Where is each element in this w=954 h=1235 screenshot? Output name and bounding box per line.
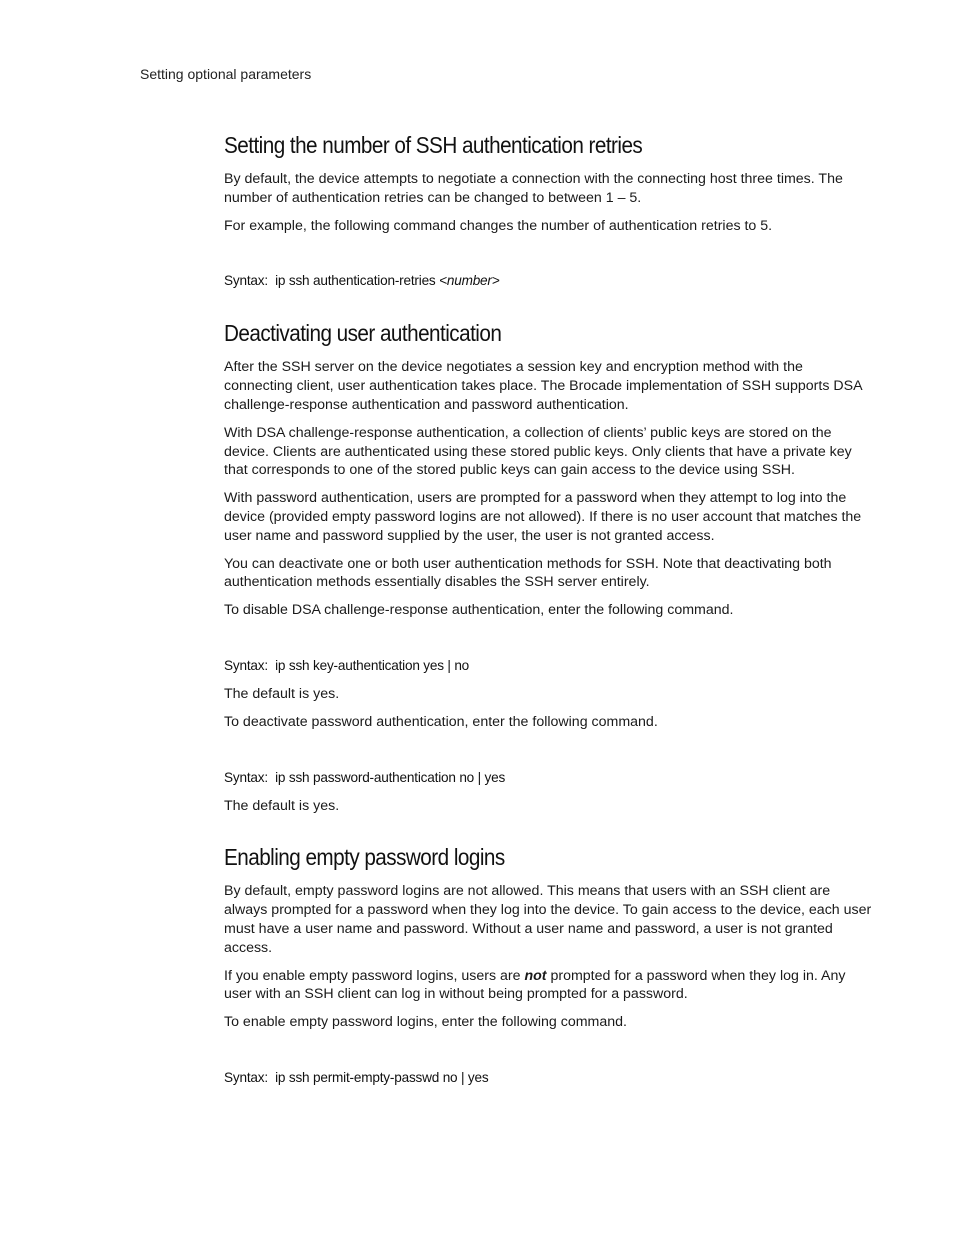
- paragraph-password-auth: With password authentication, users are prompted for a password when they attempt to log into the device (provided empty password logins are not allowed). If there is no user account that matches the user name and password supplied by the user, the user is not granted access.: [224, 490, 862, 544]
- section-gap: [224, 300, 874, 318]
- emphasis-not: not: [524, 967, 547, 984]
- command-example-gap: [224, 741, 874, 769]
- syntax-password-authentication: [224, 769, 874, 787]
- syntax-command: ip ssh password-authentication no | yes: [275, 769, 506, 785]
- syntax-argument: <number>: [439, 273, 500, 289]
- syntax-command: ip ssh permit-empty-passwd no | yes: [275, 1069, 489, 1085]
- paragraph-retries-intro: By default, the device attempts to negotiate a connection with the connecting host three times. The number of authentication retries can be changed to between 1 – 5.: [224, 171, 843, 206]
- running-header: Setting optional parameters: [140, 66, 312, 82]
- default-value: yes: [313, 685, 336, 702]
- syntax-label: Syntax:: [224, 657, 268, 673]
- syntax-label: Syntax:: [224, 769, 268, 785]
- command-example-gap: [224, 244, 874, 272]
- syntax-key-authentication: [224, 657, 874, 675]
- syntax-label: Syntax:: [224, 273, 268, 289]
- paragraph-empty-password-effect: [224, 967, 874, 1005]
- text-suffix: prompted for a password when they log in. Any user with an SSH client can log in without being prompted for a password.: [224, 967, 846, 1003]
- syntax-permit-empty-passwd: [224, 1069, 874, 1087]
- heading-deactivating-user-authentication: Deactivating user authentication: [224, 320, 502, 347]
- paragraph-disable-dsa: To disable DSA challenge-response authentication, enter the following command.: [224, 602, 734, 619]
- paragraph-deactivate-methods: You can deactivate one or both user authentication methods for SSH. Note that deactivating both authentication methods essentially disables the SSH server entirely.: [224, 555, 832, 591]
- paragraph-auth-intro: After the SSH server on the device negotiates a session key and encryption method with the connecting client, user authentication takes place. The Brocade implementation of SSH supports DSA challenge-response authentication and password authentication.: [224, 359, 862, 413]
- paragraph-dsa-auth: With DSA challenge-response authentication, a collection of clients’ public keys are stored on the device. Clients are authenticated using these stored public keys. Only clients that have a private key that corresponds to one of the stored public keys can gain access to the device using SSH.: [224, 424, 852, 479]
- default-value: yes: [313, 797, 336, 814]
- command-example-gap: [224, 629, 874, 657]
- text-prefix: If you enable empty password logins, users are: [224, 967, 525, 984]
- paragraph-default-key-auth: [224, 685, 874, 704]
- paragraph-enable-empty-password: To enable empty password logins, enter the following command.: [224, 1014, 627, 1031]
- default-suffix: .: [335, 797, 340, 814]
- paragraph-retries-example: For example, the following command changes the number of authentication retries to 5.: [224, 217, 773, 234]
- paragraph-deactivate-password: To deactivate password authentication, enter the following command.: [224, 713, 658, 730]
- paragraph-empty-password-intro: By default, empty password logins are not allowed. This means that users with an SSH client are always prompted for a password when they log into the device. To gain access to the device, each user must have a user name and password. Without a user name and password, a user is not granted access.: [224, 883, 872, 956]
- default-prefix: The default is: [224, 685, 314, 702]
- syntax-authentication-retries: [224, 272, 874, 290]
- default-suffix: .: [335, 685, 340, 702]
- command-example-gap: [224, 1041, 874, 1069]
- section-gap: [224, 824, 874, 842]
- syntax-label: Syntax:: [224, 1069, 268, 1085]
- page-content: [224, 130, 874, 1097]
- paragraph-default-password-auth: [224, 797, 874, 816]
- syntax-command: ip ssh authentication-retries: [275, 273, 436, 289]
- heading-authentication-retries: Setting the number of SSH authentication retries: [224, 132, 643, 158]
- syntax-command: ip ssh key-authentication yes | no: [275, 657, 470, 673]
- default-prefix: The default is: [224, 797, 314, 814]
- heading-empty-password-logins: Enabling empty password logins: [224, 844, 505, 871]
